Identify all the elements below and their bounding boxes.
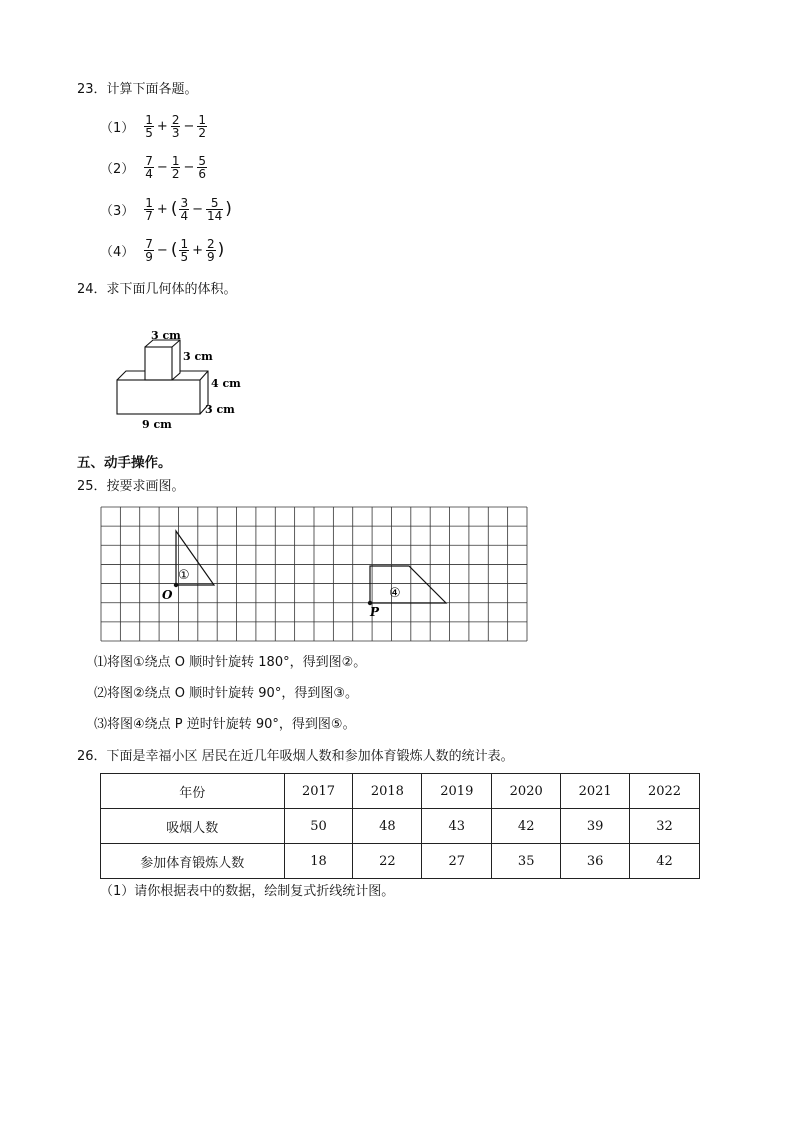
table-cell: 43 <box>422 809 492 844</box>
q25-title: 25．按要求画图。 <box>77 479 185 494</box>
q26-sub-1: （1）请你根据表中的数据，绘制复式折线统计图。 <box>100 884 395 899</box>
table-cell: 2022 <box>630 774 700 809</box>
operator: − <box>183 160 195 175</box>
grid-lines <box>101 507 527 641</box>
top-cube-side <box>145 340 180 380</box>
q23-item-3 <box>100 197 232 222</box>
table-cell: 39 <box>561 809 630 844</box>
stats-table <box>100 773 700 879</box>
operator: + <box>156 119 168 134</box>
table-cell: 22 <box>353 844 422 879</box>
operator: − <box>183 119 195 134</box>
label-base-width: 9 cm <box>142 418 172 431</box>
q26-title: 26．下面是幸福小区 居民在近几年吸烟人数和参加体育锻炼人数的统计表。 <box>77 749 514 764</box>
table-cell: 吸烟人数 <box>101 809 285 844</box>
fraction: $\frac{5}{14}$ <box>207 196 223 223</box>
fraction: $\frac{5}{6}$ <box>198 154 207 181</box>
item-label: （2） <box>100 162 135 177</box>
q23-item-1 <box>100 114 207 139</box>
table-cell: 32 <box>630 809 700 844</box>
label-top-height: 3 cm <box>183 350 213 363</box>
solid-figure <box>105 325 255 435</box>
item-label: （1） <box>100 121 135 136</box>
paren-close: ) <box>225 199 232 219</box>
fraction: $\frac{1}{7}$ <box>145 196 153 223</box>
paren-open: ( <box>170 240 178 260</box>
operator: − <box>192 202 204 217</box>
table-cell: 42 <box>630 844 700 879</box>
table-cell: 参加体育锻炼人数 <box>101 844 285 879</box>
figure-1-label: ① <box>178 568 190 583</box>
label-base-depth: 3 cm <box>205 403 235 416</box>
fraction: $\frac{1}{2}$ <box>171 154 180 181</box>
q24-title: 24．求下面几何体的体积。 <box>77 282 237 297</box>
fraction: $\frac{2}{3}$ <box>171 113 180 140</box>
fraction: $\frac{7}{4}$ <box>145 154 153 181</box>
fraction: $\frac{2}{9}$ <box>207 237 215 264</box>
operator: − <box>156 160 168 175</box>
section-title: 五、动手操作。 <box>77 455 172 471</box>
operator: + <box>192 243 204 258</box>
q25-step-3: ⑶将图④绕点 P 逆时针旋转 90°，得到图⑤。 <box>94 717 356 732</box>
table-cell: 2018 <box>353 774 422 809</box>
table-cell: 42 <box>492 809 561 844</box>
paren-open: ( <box>170 199 178 219</box>
fraction: $\frac{7}{9}$ <box>145 237 153 264</box>
label-top-width: 3 cm <box>151 329 181 342</box>
figure-4-trapezoid <box>370 566 446 603</box>
table-row <box>101 844 700 879</box>
table-cell: 年份 <box>101 774 285 809</box>
table-cell: 2020 <box>492 774 561 809</box>
table-cell: 27 <box>422 844 492 879</box>
item-label: （3） <box>100 204 135 219</box>
table-cell: 2021 <box>561 774 630 809</box>
point-o-label: O <box>162 588 173 602</box>
q23-item-2 <box>100 155 207 180</box>
point-o-dot <box>174 583 178 587</box>
paren-close: ) <box>217 240 225 260</box>
table-cell: 2019 <box>422 774 492 809</box>
table-cell: 50 <box>284 809 353 844</box>
table-cell: 48 <box>353 809 422 844</box>
fraction: $\frac{1}{2}$ <box>198 113 207 140</box>
grid-drawing <box>100 506 528 642</box>
top-cube-front <box>145 347 172 380</box>
table-row <box>101 809 700 844</box>
operator: + <box>156 202 168 217</box>
figure-4-label: ④ <box>389 586 401 601</box>
q23-item-4 <box>100 238 224 263</box>
q23-title: 23．计算下面各题。 <box>77 82 198 97</box>
fraction: $\frac{3}{4}$ <box>180 196 189 223</box>
table-cell: 2017 <box>284 774 353 809</box>
point-p-label: P <box>370 605 380 619</box>
item-label: （4） <box>100 245 135 260</box>
base-front <box>117 380 200 414</box>
table-header-row <box>101 774 700 809</box>
table-cell: 35 <box>492 844 561 879</box>
q25-step-2: ⑵将图②绕点 O 顺时针旋转 90°，得到图③。 <box>94 686 358 701</box>
operator: − <box>156 243 168 258</box>
table-cell: 36 <box>561 844 630 879</box>
label-base-height: 4 cm <box>211 377 241 390</box>
table-cell: 18 <box>284 844 353 879</box>
q25-step-1: ⑴将图①绕点 O 顺时针旋转 180°，得到图②。 <box>94 655 367 670</box>
fraction: $\frac{1}{5}$ <box>145 113 153 140</box>
fraction: $\frac{1}{5}$ <box>180 237 189 264</box>
